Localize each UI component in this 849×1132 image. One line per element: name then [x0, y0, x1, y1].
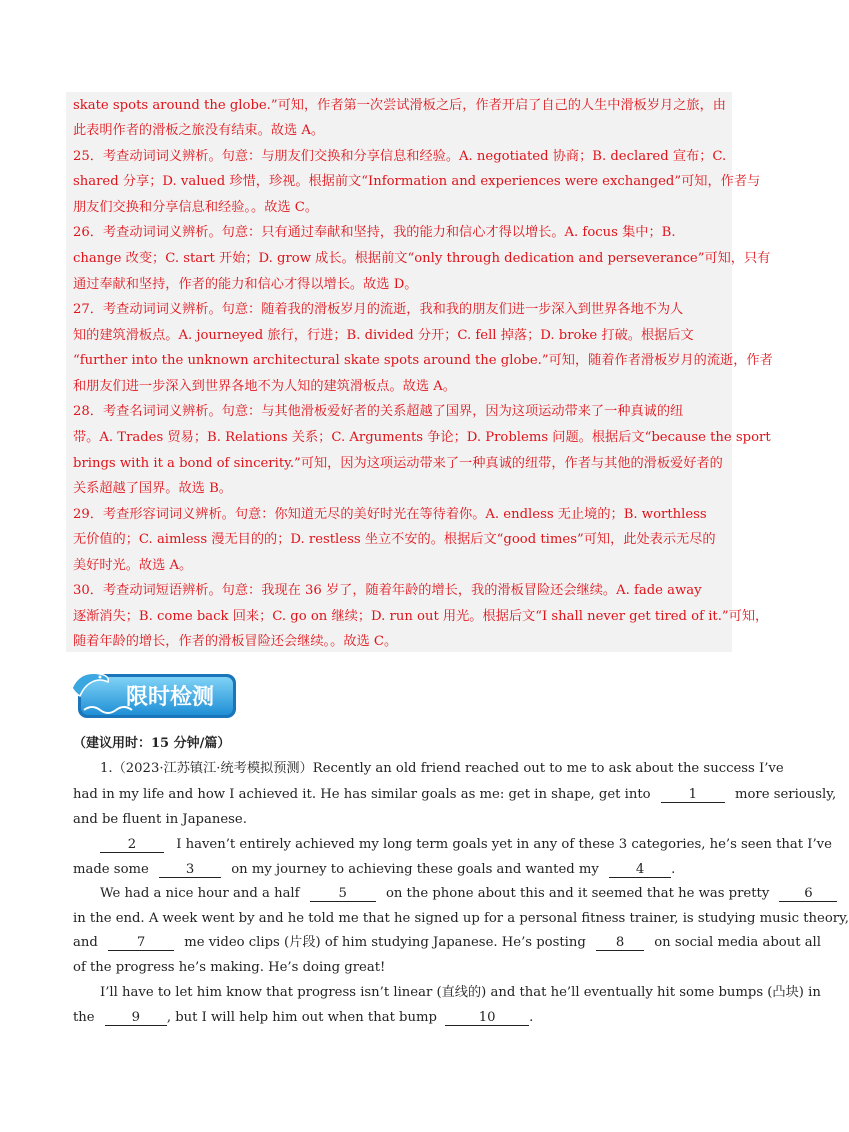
passage-text: more seriously,: [734, 787, 837, 802]
passage-line: [100, 836, 832, 854]
answer-line: 带。A. Trades 贸易；B. Relations 关系；C. Arguments 争论；D. Problems 问题。根据后文“because the sport: [73, 430, 771, 445]
answer-line: 随着年龄的增长，作者的滑板冒险还会继续。。故选 C。: [73, 634, 398, 649]
blank-1[interactable]: 1: [661, 787, 725, 803]
blank-10[interactable]: 10: [445, 1010, 529, 1026]
blank-5[interactable]: 5: [310, 886, 376, 902]
passage-line: [73, 861, 675, 879]
passage-text: the: [73, 1010, 95, 1025]
blank-9[interactable]: 9: [105, 1010, 167, 1026]
answer-line: 朋友们交换和分享信息和经验。。故选 C。: [73, 200, 319, 215]
passage-line: [100, 885, 837, 903]
passage-text: me video clips (片段) of him studying Japanese. He’s posting: [184, 935, 586, 950]
answer-line: 此表明作者的滑板之旅没有结束。故选 A。: [73, 123, 325, 138]
answer-line: 逐渐消失；B. come back 回来；C. go on 继续；D. run out 用光。根据后文“I shall never get tired of it.”可知，: [73, 609, 769, 624]
blank-8[interactable]: 8: [596, 935, 644, 951]
answer-line: 和朋友们进一步深入到世界各地不为人知的建筑滑板点。故选 A。: [73, 379, 456, 394]
passage-line: and be fluent in Japanese.: [73, 812, 247, 827]
passage-text: on my journey to achieving these goals and wanted my: [231, 862, 599, 877]
answer-line: 26．考查动词词义辨析。句意：只有通过奉献和坚持，我的能力和信心才得以增长。A. focus 集中；B.: [73, 225, 676, 240]
answer-line: 知的建筑滑板点。A. journeyed 旅行，行进；B. divided 分开；C. fell 掉落；D. broke 打破。根据后文: [73, 328, 694, 343]
passage-text: made some: [73, 862, 149, 877]
answer-line: 30．考查动词短语辨析。句意：我现在 36 岁了，随着年龄的增长，我的滑板冒险还会继续。A. fade away: [73, 583, 702, 598]
answer-line: 28．考查名词词义辨析。句意：与其他滑板爱好者的关系超越了国界，因为这项运动带来了一种真诚的纽: [73, 404, 684, 419]
passage-line: [73, 1009, 533, 1027]
blank-4[interactable]: 4: [609, 862, 671, 878]
passage-text: had in my life and how I achieved it. He has similar goals as me: get in shape, get into: [73, 787, 651, 802]
blank-2[interactable]: 2: [100, 837, 164, 853]
passage-line: [73, 786, 836, 804]
blank-7[interactable]: 7: [108, 935, 174, 951]
answer-line: “further into the unknown architectural skate spots around the globe.”可知，随着作者滑板岁月的流逝，作者: [73, 353, 773, 368]
passage-line: of the progress he’s making. He’s doing great!: [73, 960, 386, 975]
answer-line: skate spots around the globe.”可知，作者第一次尝试滑板之后，作者开启了自己的人生中滑板岁月之旅，由: [73, 98, 726, 113]
answer-line: change 改变；C. start 开始；D. grow 成长。根据前文“only through dedication and perseverance”可知，只有: [73, 251, 771, 266]
passage-line: I’ll have to let him know that progress isn’t linear (直线的) and that he’ll eventually hit some bumps (凸块) in: [100, 985, 821, 1000]
blank-6[interactable]: 6: [779, 886, 837, 902]
passage-text: .: [529, 1010, 534, 1025]
answer-line: 无价值的；C. aimless 漫无目的的；D. restless 坐立不安的。根据后文“good times”可知，此处表示无尽的: [73, 532, 716, 547]
answer-line: 27．考查动词词义辨析。句意：随着我的滑板岁月的流逝，我和我的朋友们进一步深入到世界各地不为人: [73, 302, 684, 317]
answer-line: brings with it a bond of sincerity.”可知，因为这项运动带来了一种真诚的纽带，作者与其他的滑板爱好者的: [73, 456, 723, 471]
passage-text: on the phone about this and it seemed that he was pretty: [385, 886, 770, 901]
answer-line: 通过奉献和坚持，作者的能力和信心才得以增长。故选 D。: [73, 277, 418, 292]
passage-text: on social media about all: [654, 935, 821, 950]
blank-3[interactable]: 3: [159, 862, 221, 878]
answer-line: shared 分享；D. valued 珍惜，珍视。根据前文“Information and experiences were exchanged”可知，作者与: [73, 174, 761, 189]
passage-text: and: [73, 935, 98, 950]
passage-text: .: [671, 862, 676, 877]
banner-title: 限时检测: [125, 685, 215, 710]
answer-line: 29．考查形容词词义辨析。句意：你知道无尽的美好时光在等待着你。A. endless 无止境的；B. worthless: [73, 507, 707, 522]
section-banner: [70, 668, 238, 722]
passage-line: [73, 934, 821, 952]
answer-line: 关系超越了国界。故选 B。: [73, 481, 232, 496]
passage-line: in the end. A week went by and he told me that he signed up for a personal fitness trainer, is studying music theory,: [73, 911, 849, 926]
banner-graphic: [70, 668, 238, 722]
answer-line: 美好时光。故选 A。: [73, 558, 193, 573]
passage-text: I haven’t entirely achieved my long term goals yet in any of these 3 categories, he’s seen that I’ve: [176, 837, 832, 852]
answer-line: 25．考查动词词义辨析。句意：与朋友们交换和分享信息和经验。A. negotiated 协商；B. declared 宣布；C.: [73, 149, 727, 164]
suggested-time: （建议用时：15 分钟/篇）: [73, 736, 231, 751]
passage-line: 1.（2023·江苏镇江·统考模拟预测）Recently an old friend reached out to me to ask about the success I’ve: [100, 761, 784, 776]
passage-text: We had a nice hour and a half: [100, 886, 300, 901]
passage-text: , but I will help him out when that bump: [166, 1010, 437, 1025]
